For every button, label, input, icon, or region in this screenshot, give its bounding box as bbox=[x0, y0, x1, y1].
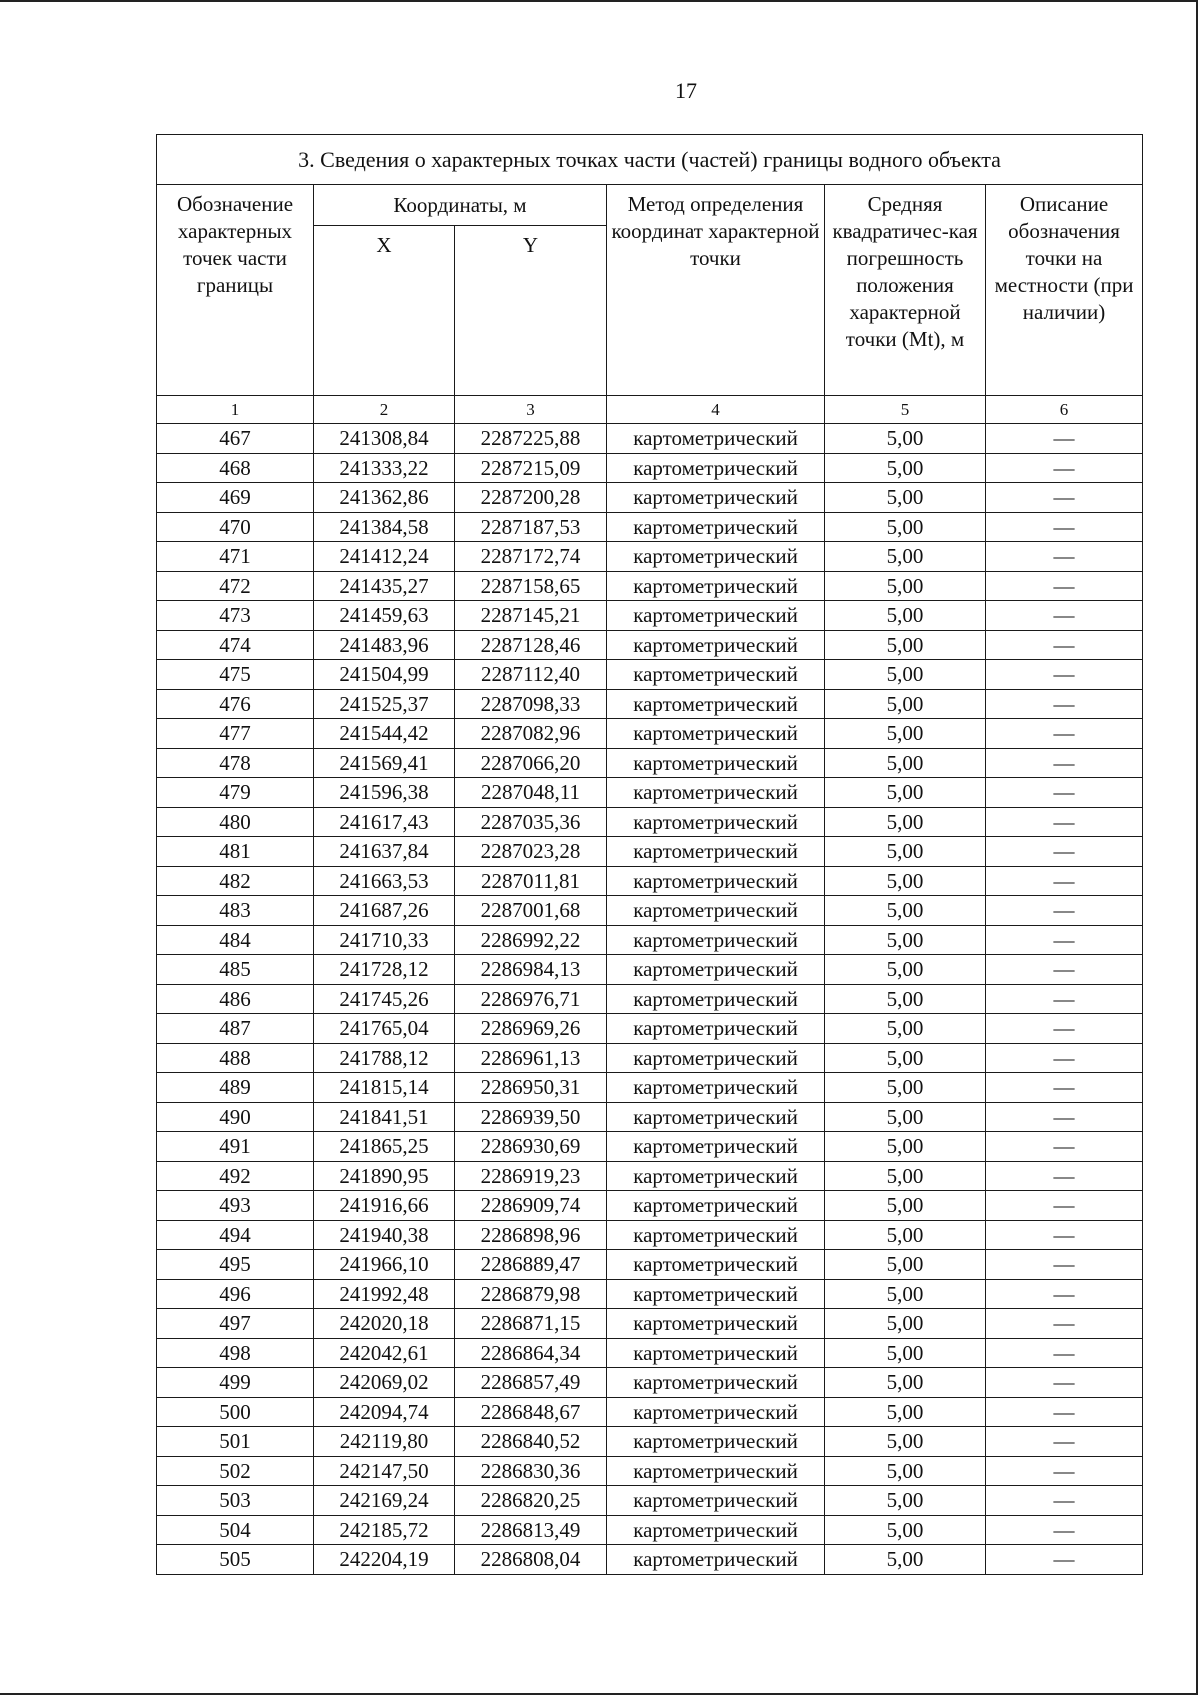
x-coordinate-cell: 241333,22 bbox=[314, 453, 455, 483]
table-row bbox=[157, 424, 1143, 454]
header-y: Y bbox=[455, 226, 607, 396]
table-row bbox=[157, 1368, 1143, 1398]
description-cell: — bbox=[986, 1161, 1143, 1191]
error-cell: 5,00 bbox=[825, 1279, 986, 1309]
table-row bbox=[157, 1250, 1143, 1280]
x-coordinate-cell: 241728,12 bbox=[314, 955, 455, 985]
point-id-cell: 493 bbox=[157, 1191, 314, 1221]
table-row bbox=[157, 1014, 1143, 1044]
point-id-cell: 500 bbox=[157, 1397, 314, 1427]
error-cell: 5,00 bbox=[825, 630, 986, 660]
x-coordinate-cell: 241483,96 bbox=[314, 630, 455, 660]
point-id-cell: 469 bbox=[157, 483, 314, 513]
column-number: 6 bbox=[986, 396, 1143, 424]
description-cell: — bbox=[986, 1427, 1143, 1457]
error-cell: 5,00 bbox=[825, 1309, 986, 1339]
x-coordinate-cell: 241687,26 bbox=[314, 896, 455, 926]
error-cell: 5,00 bbox=[825, 1338, 986, 1368]
table-row bbox=[157, 542, 1143, 572]
x-coordinate-cell: 242094,74 bbox=[314, 1397, 455, 1427]
y-coordinate-cell: 2287048,11 bbox=[455, 778, 607, 808]
method-cell: картометрический bbox=[607, 1279, 825, 1309]
description-cell: — bbox=[986, 453, 1143, 483]
point-id-cell: 499 bbox=[157, 1368, 314, 1398]
x-coordinate-cell: 242119,80 bbox=[314, 1427, 455, 1457]
table-row bbox=[157, 1397, 1143, 1427]
table-row bbox=[157, 748, 1143, 778]
error-cell: 5,00 bbox=[825, 1427, 986, 1457]
method-cell: картометрический bbox=[607, 1456, 825, 1486]
point-id-cell: 482 bbox=[157, 866, 314, 896]
x-coordinate-cell: 241841,51 bbox=[314, 1102, 455, 1132]
method-cell: картометрический bbox=[607, 1191, 825, 1221]
point-id-cell: 470 bbox=[157, 512, 314, 542]
header-method: Метод определения координат характерной точки bbox=[607, 185, 825, 396]
point-id-cell: 484 bbox=[157, 925, 314, 955]
y-coordinate-cell: 2286950,31 bbox=[455, 1073, 607, 1103]
point-id-cell: 485 bbox=[157, 955, 314, 985]
x-coordinate-cell: 241412,24 bbox=[314, 542, 455, 572]
error-cell: 5,00 bbox=[825, 1250, 986, 1280]
error-cell: 5,00 bbox=[825, 1191, 986, 1221]
point-id-cell: 480 bbox=[157, 807, 314, 837]
point-id-cell: 502 bbox=[157, 1456, 314, 1486]
y-coordinate-cell: 2287225,88 bbox=[455, 424, 607, 454]
method-cell: картометрический bbox=[607, 1338, 825, 1368]
method-cell: картометрический bbox=[607, 896, 825, 926]
table-row bbox=[157, 689, 1143, 719]
description-cell: — bbox=[986, 1250, 1143, 1280]
method-cell: картометрический bbox=[607, 1250, 825, 1280]
method-cell: картометрический bbox=[607, 1486, 825, 1516]
method-cell: картометрический bbox=[607, 630, 825, 660]
header-description: Описание обозначения точки на местности (при наличии) bbox=[986, 185, 1143, 396]
point-id-cell: 503 bbox=[157, 1486, 314, 1516]
error-cell: 5,00 bbox=[825, 1515, 986, 1545]
point-id-cell: 477 bbox=[157, 719, 314, 749]
error-cell: 5,00 bbox=[825, 955, 986, 985]
point-id-cell: 474 bbox=[157, 630, 314, 660]
description-cell: — bbox=[986, 483, 1143, 513]
method-cell: картометрический bbox=[607, 925, 825, 955]
table-body bbox=[157, 424, 1143, 1575]
table-row bbox=[157, 778, 1143, 808]
table-row bbox=[157, 1338, 1143, 1368]
x-coordinate-cell: 241815,14 bbox=[314, 1073, 455, 1103]
table-row bbox=[157, 1191, 1143, 1221]
table-row bbox=[157, 1309, 1143, 1339]
x-coordinate-cell: 241745,26 bbox=[314, 984, 455, 1014]
column-number: 4 bbox=[607, 396, 825, 424]
y-coordinate-cell: 2286879,98 bbox=[455, 1279, 607, 1309]
error-cell: 5,00 bbox=[825, 1456, 986, 1486]
y-coordinate-cell: 2287158,65 bbox=[455, 571, 607, 601]
table-row bbox=[157, 866, 1143, 896]
column-number: 5 bbox=[825, 396, 986, 424]
x-coordinate-cell: 241966,10 bbox=[314, 1250, 455, 1280]
description-cell: — bbox=[986, 1456, 1143, 1486]
y-coordinate-cell: 2286808,04 bbox=[455, 1545, 607, 1575]
error-cell: 5,00 bbox=[825, 1132, 986, 1162]
point-id-cell: 468 bbox=[157, 453, 314, 483]
table-row bbox=[157, 1073, 1143, 1103]
table-row bbox=[157, 1427, 1143, 1457]
point-id-cell: 472 bbox=[157, 571, 314, 601]
x-coordinate-cell: 241308,84 bbox=[314, 424, 455, 454]
x-coordinate-cell: 241890,95 bbox=[314, 1161, 455, 1191]
point-id-cell: 487 bbox=[157, 1014, 314, 1044]
error-cell: 5,00 bbox=[825, 483, 986, 513]
error-cell: 5,00 bbox=[825, 424, 986, 454]
point-id-cell: 475 bbox=[157, 660, 314, 690]
table-row bbox=[157, 1161, 1143, 1191]
table-row bbox=[157, 1486, 1143, 1516]
page-number: 17 bbox=[675, 78, 697, 103]
table-row bbox=[157, 1102, 1143, 1132]
description-cell: — bbox=[986, 1014, 1143, 1044]
y-coordinate-cell: 2286992,22 bbox=[455, 925, 607, 955]
description-cell: — bbox=[986, 955, 1143, 985]
table-row bbox=[157, 955, 1143, 985]
table-row bbox=[157, 601, 1143, 631]
y-coordinate-cell: 2286930,69 bbox=[455, 1132, 607, 1162]
x-coordinate-cell: 241617,43 bbox=[314, 807, 455, 837]
y-coordinate-cell: 2286961,13 bbox=[455, 1043, 607, 1073]
method-cell: картометрический bbox=[607, 689, 825, 719]
description-cell: — bbox=[986, 1043, 1143, 1073]
error-cell: 5,00 bbox=[825, 1368, 986, 1398]
x-coordinate-cell: 241637,84 bbox=[314, 837, 455, 867]
y-coordinate-cell: 2287082,96 bbox=[455, 719, 607, 749]
description-cell: — bbox=[986, 1102, 1143, 1132]
header-point-designation: Обозначение характерных точек части границы bbox=[157, 185, 314, 396]
method-cell: картометрический bbox=[607, 483, 825, 513]
description-cell: — bbox=[986, 748, 1143, 778]
table-row bbox=[157, 483, 1143, 513]
table-row bbox=[157, 984, 1143, 1014]
point-id-cell: 483 bbox=[157, 896, 314, 926]
x-coordinate-cell: 241710,33 bbox=[314, 925, 455, 955]
description-cell: — bbox=[986, 1309, 1143, 1339]
error-cell: 5,00 bbox=[825, 1220, 986, 1250]
error-cell: 5,00 bbox=[825, 896, 986, 926]
description-cell: — bbox=[986, 1368, 1143, 1398]
y-coordinate-cell: 2287023,28 bbox=[455, 837, 607, 867]
error-cell: 5,00 bbox=[825, 1161, 986, 1191]
table-row bbox=[157, 807, 1143, 837]
method-cell: картометрический bbox=[607, 542, 825, 572]
y-coordinate-cell: 2287011,81 bbox=[455, 866, 607, 896]
error-cell: 5,00 bbox=[825, 660, 986, 690]
description-cell: — bbox=[986, 807, 1143, 837]
description-cell: — bbox=[986, 866, 1143, 896]
x-coordinate-cell: 241663,53 bbox=[314, 866, 455, 896]
table-row bbox=[157, 1043, 1143, 1073]
y-coordinate-cell: 2286871,15 bbox=[455, 1309, 607, 1339]
x-coordinate-cell: 242042,61 bbox=[314, 1338, 455, 1368]
y-coordinate-cell: 2287112,40 bbox=[455, 660, 607, 690]
error-cell: 5,00 bbox=[825, 719, 986, 749]
error-cell: 5,00 bbox=[825, 1397, 986, 1427]
x-coordinate-cell: 242147,50 bbox=[314, 1456, 455, 1486]
description-cell: — bbox=[986, 778, 1143, 808]
column-number: 1 bbox=[157, 396, 314, 424]
x-coordinate-cell: 241459,63 bbox=[314, 601, 455, 631]
y-coordinate-cell: 2286848,67 bbox=[455, 1397, 607, 1427]
x-coordinate-cell: 242020,18 bbox=[314, 1309, 455, 1339]
description-cell: — bbox=[986, 571, 1143, 601]
description-cell: — bbox=[986, 630, 1143, 660]
description-cell: — bbox=[986, 1545, 1143, 1575]
header-x: X bbox=[314, 226, 455, 396]
description-cell: — bbox=[986, 689, 1143, 719]
point-id-cell: 476 bbox=[157, 689, 314, 719]
point-id-cell: 473 bbox=[157, 601, 314, 631]
column-number: 2 bbox=[314, 396, 455, 424]
table-title: 3. Сведения о характерных точках части (частей) границы водного объекта bbox=[157, 135, 1143, 185]
column-number-row bbox=[157, 396, 1143, 424]
description-cell: — bbox=[986, 424, 1143, 454]
error-cell: 5,00 bbox=[825, 1043, 986, 1073]
point-id-cell: 471 bbox=[157, 542, 314, 572]
method-cell: картометрический bbox=[607, 778, 825, 808]
error-cell: 5,00 bbox=[825, 1014, 986, 1044]
table-row bbox=[157, 630, 1143, 660]
error-cell: 5,00 bbox=[825, 1486, 986, 1516]
description-cell: — bbox=[986, 1191, 1143, 1221]
description-cell: — bbox=[986, 719, 1143, 749]
description-cell: — bbox=[986, 542, 1143, 572]
description-cell: — bbox=[986, 925, 1143, 955]
x-coordinate-cell: 241788,12 bbox=[314, 1043, 455, 1073]
description-cell: — bbox=[986, 1486, 1143, 1516]
point-id-cell: 498 bbox=[157, 1338, 314, 1368]
point-id-cell: 501 bbox=[157, 1427, 314, 1457]
description-cell: — bbox=[986, 896, 1143, 926]
method-cell: картометрический bbox=[607, 1545, 825, 1575]
point-id-cell: 478 bbox=[157, 748, 314, 778]
point-id-cell: 497 bbox=[157, 1309, 314, 1339]
point-id-cell: 479 bbox=[157, 778, 314, 808]
error-cell: 5,00 bbox=[825, 1545, 986, 1575]
method-cell: картометрический bbox=[607, 1368, 825, 1398]
header-error: Средняя квадратичес-кая погрешность положения характерной точки (Mt), м bbox=[825, 185, 986, 396]
y-coordinate-cell: 2286830,36 bbox=[455, 1456, 607, 1486]
method-cell: картометрический bbox=[607, 1397, 825, 1427]
description-cell: — bbox=[986, 1279, 1143, 1309]
x-coordinate-cell: 241865,25 bbox=[314, 1132, 455, 1162]
x-coordinate-cell: 241362,86 bbox=[314, 483, 455, 513]
method-cell: картометрический bbox=[607, 601, 825, 631]
y-coordinate-cell: 2287187,53 bbox=[455, 512, 607, 542]
y-coordinate-cell: 2287128,46 bbox=[455, 630, 607, 660]
method-cell: картометрический bbox=[607, 866, 825, 896]
method-cell: картометрический bbox=[607, 424, 825, 454]
y-coordinate-cell: 2287035,36 bbox=[455, 807, 607, 837]
method-cell: картометрический bbox=[607, 1073, 825, 1103]
point-id-cell: 486 bbox=[157, 984, 314, 1014]
method-cell: картометрический bbox=[607, 807, 825, 837]
boundary-points-table bbox=[156, 134, 1143, 1575]
method-cell: картометрический bbox=[607, 512, 825, 542]
point-id-cell: 489 bbox=[157, 1073, 314, 1103]
table-row bbox=[157, 837, 1143, 867]
x-coordinate-cell: 241916,66 bbox=[314, 1191, 455, 1221]
x-coordinate-cell: 241569,41 bbox=[314, 748, 455, 778]
table-row bbox=[157, 512, 1143, 542]
x-coordinate-cell: 242069,02 bbox=[314, 1368, 455, 1398]
error-cell: 5,00 bbox=[825, 807, 986, 837]
y-coordinate-cell: 2286939,50 bbox=[455, 1102, 607, 1132]
y-coordinate-cell: 2286976,71 bbox=[455, 984, 607, 1014]
table-row bbox=[157, 1279, 1143, 1309]
description-cell: — bbox=[986, 1073, 1143, 1103]
description-cell: — bbox=[986, 1397, 1143, 1427]
method-cell: картометрический bbox=[607, 571, 825, 601]
x-coordinate-cell: 241525,37 bbox=[314, 689, 455, 719]
table-row bbox=[157, 925, 1143, 955]
method-cell: картометрический bbox=[607, 453, 825, 483]
error-cell: 5,00 bbox=[825, 601, 986, 631]
point-id-cell: 492 bbox=[157, 1161, 314, 1191]
error-cell: 5,00 bbox=[825, 689, 986, 719]
y-coordinate-cell: 2286820,25 bbox=[455, 1486, 607, 1516]
description-cell: — bbox=[986, 660, 1143, 690]
error-cell: 5,00 bbox=[825, 571, 986, 601]
x-coordinate-cell: 242204,19 bbox=[314, 1545, 455, 1575]
table-row bbox=[157, 896, 1143, 926]
point-id-cell: 495 bbox=[157, 1250, 314, 1280]
table-row bbox=[157, 1220, 1143, 1250]
y-coordinate-cell: 2287215,09 bbox=[455, 453, 607, 483]
description-cell: — bbox=[986, 1515, 1143, 1545]
point-id-cell: 467 bbox=[157, 424, 314, 454]
y-coordinate-cell: 2286840,52 bbox=[455, 1427, 607, 1457]
point-id-cell: 496 bbox=[157, 1279, 314, 1309]
y-coordinate-cell: 2287001,68 bbox=[455, 896, 607, 926]
description-cell: — bbox=[986, 1132, 1143, 1162]
x-coordinate-cell: 241765,04 bbox=[314, 1014, 455, 1044]
method-cell: картометрический bbox=[607, 1102, 825, 1132]
y-coordinate-cell: 2286889,47 bbox=[455, 1250, 607, 1280]
table-row bbox=[157, 571, 1143, 601]
error-cell: 5,00 bbox=[825, 778, 986, 808]
description-cell: — bbox=[986, 984, 1143, 1014]
method-cell: картометрический bbox=[607, 1043, 825, 1073]
y-coordinate-cell: 2286984,13 bbox=[455, 955, 607, 985]
x-coordinate-cell: 241544,42 bbox=[314, 719, 455, 749]
error-cell: 5,00 bbox=[825, 984, 986, 1014]
y-coordinate-cell: 2287200,28 bbox=[455, 483, 607, 513]
method-cell: картометрический bbox=[607, 719, 825, 749]
table-row bbox=[157, 453, 1143, 483]
y-coordinate-cell: 2286898,96 bbox=[455, 1220, 607, 1250]
x-coordinate-cell: 241435,27 bbox=[314, 571, 455, 601]
table-row bbox=[157, 1456, 1143, 1486]
method-cell: картометрический bbox=[607, 1309, 825, 1339]
point-id-cell: 488 bbox=[157, 1043, 314, 1073]
method-cell: картометрический bbox=[607, 1161, 825, 1191]
point-id-cell: 505 bbox=[157, 1545, 314, 1575]
method-cell: картометрический bbox=[607, 1220, 825, 1250]
point-id-cell: 504 bbox=[157, 1515, 314, 1545]
method-cell: картометрический bbox=[607, 837, 825, 867]
description-cell: — bbox=[986, 601, 1143, 631]
point-id-cell: 481 bbox=[157, 837, 314, 867]
header-coordinates: Координаты, м bbox=[314, 185, 607, 226]
table-row bbox=[157, 1545, 1143, 1575]
method-cell: картометрический bbox=[607, 1515, 825, 1545]
description-cell: — bbox=[986, 1338, 1143, 1368]
x-coordinate-cell: 241504,99 bbox=[314, 660, 455, 690]
method-cell: картометрический bbox=[607, 984, 825, 1014]
method-cell: картометрический bbox=[607, 955, 825, 985]
method-cell: картометрический bbox=[607, 1132, 825, 1162]
y-coordinate-cell: 2286864,34 bbox=[455, 1338, 607, 1368]
description-cell: — bbox=[986, 837, 1143, 867]
error-cell: 5,00 bbox=[825, 453, 986, 483]
x-coordinate-cell: 241384,58 bbox=[314, 512, 455, 542]
error-cell: 5,00 bbox=[825, 512, 986, 542]
table-row bbox=[157, 1515, 1143, 1545]
x-coordinate-cell: 241596,38 bbox=[314, 778, 455, 808]
y-coordinate-cell: 2287098,33 bbox=[455, 689, 607, 719]
y-coordinate-cell: 2286813,49 bbox=[455, 1515, 607, 1545]
error-cell: 5,00 bbox=[825, 866, 986, 896]
table-row bbox=[157, 719, 1143, 749]
x-coordinate-cell: 241940,38 bbox=[314, 1220, 455, 1250]
method-cell: картометрический bbox=[607, 660, 825, 690]
x-coordinate-cell: 242169,24 bbox=[314, 1486, 455, 1516]
description-cell: — bbox=[986, 512, 1143, 542]
error-cell: 5,00 bbox=[825, 748, 986, 778]
error-cell: 5,00 bbox=[825, 1102, 986, 1132]
error-cell: 5,00 bbox=[825, 1073, 986, 1103]
table-row bbox=[157, 660, 1143, 690]
y-coordinate-cell: 2287145,21 bbox=[455, 601, 607, 631]
y-coordinate-cell: 2287172,74 bbox=[455, 542, 607, 572]
point-id-cell: 491 bbox=[157, 1132, 314, 1162]
method-cell: картометрический bbox=[607, 1427, 825, 1457]
x-coordinate-cell: 241992,48 bbox=[314, 1279, 455, 1309]
y-coordinate-cell: 2286969,26 bbox=[455, 1014, 607, 1044]
x-coordinate-cell: 242185,72 bbox=[314, 1515, 455, 1545]
y-coordinate-cell: 2287066,20 bbox=[455, 748, 607, 778]
method-cell: картометрический bbox=[607, 748, 825, 778]
table-row bbox=[157, 1132, 1143, 1162]
error-cell: 5,00 bbox=[825, 542, 986, 572]
y-coordinate-cell: 2286857,49 bbox=[455, 1368, 607, 1398]
y-coordinate-cell: 2286919,23 bbox=[455, 1161, 607, 1191]
point-id-cell: 490 bbox=[157, 1102, 314, 1132]
column-number: 3 bbox=[455, 396, 607, 424]
point-id-cell: 494 bbox=[157, 1220, 314, 1250]
description-cell: — bbox=[986, 1220, 1143, 1250]
error-cell: 5,00 bbox=[825, 925, 986, 955]
y-coordinate-cell: 2286909,74 bbox=[455, 1191, 607, 1221]
error-cell: 5,00 bbox=[825, 837, 986, 867]
method-cell: картометрический bbox=[607, 1014, 825, 1044]
